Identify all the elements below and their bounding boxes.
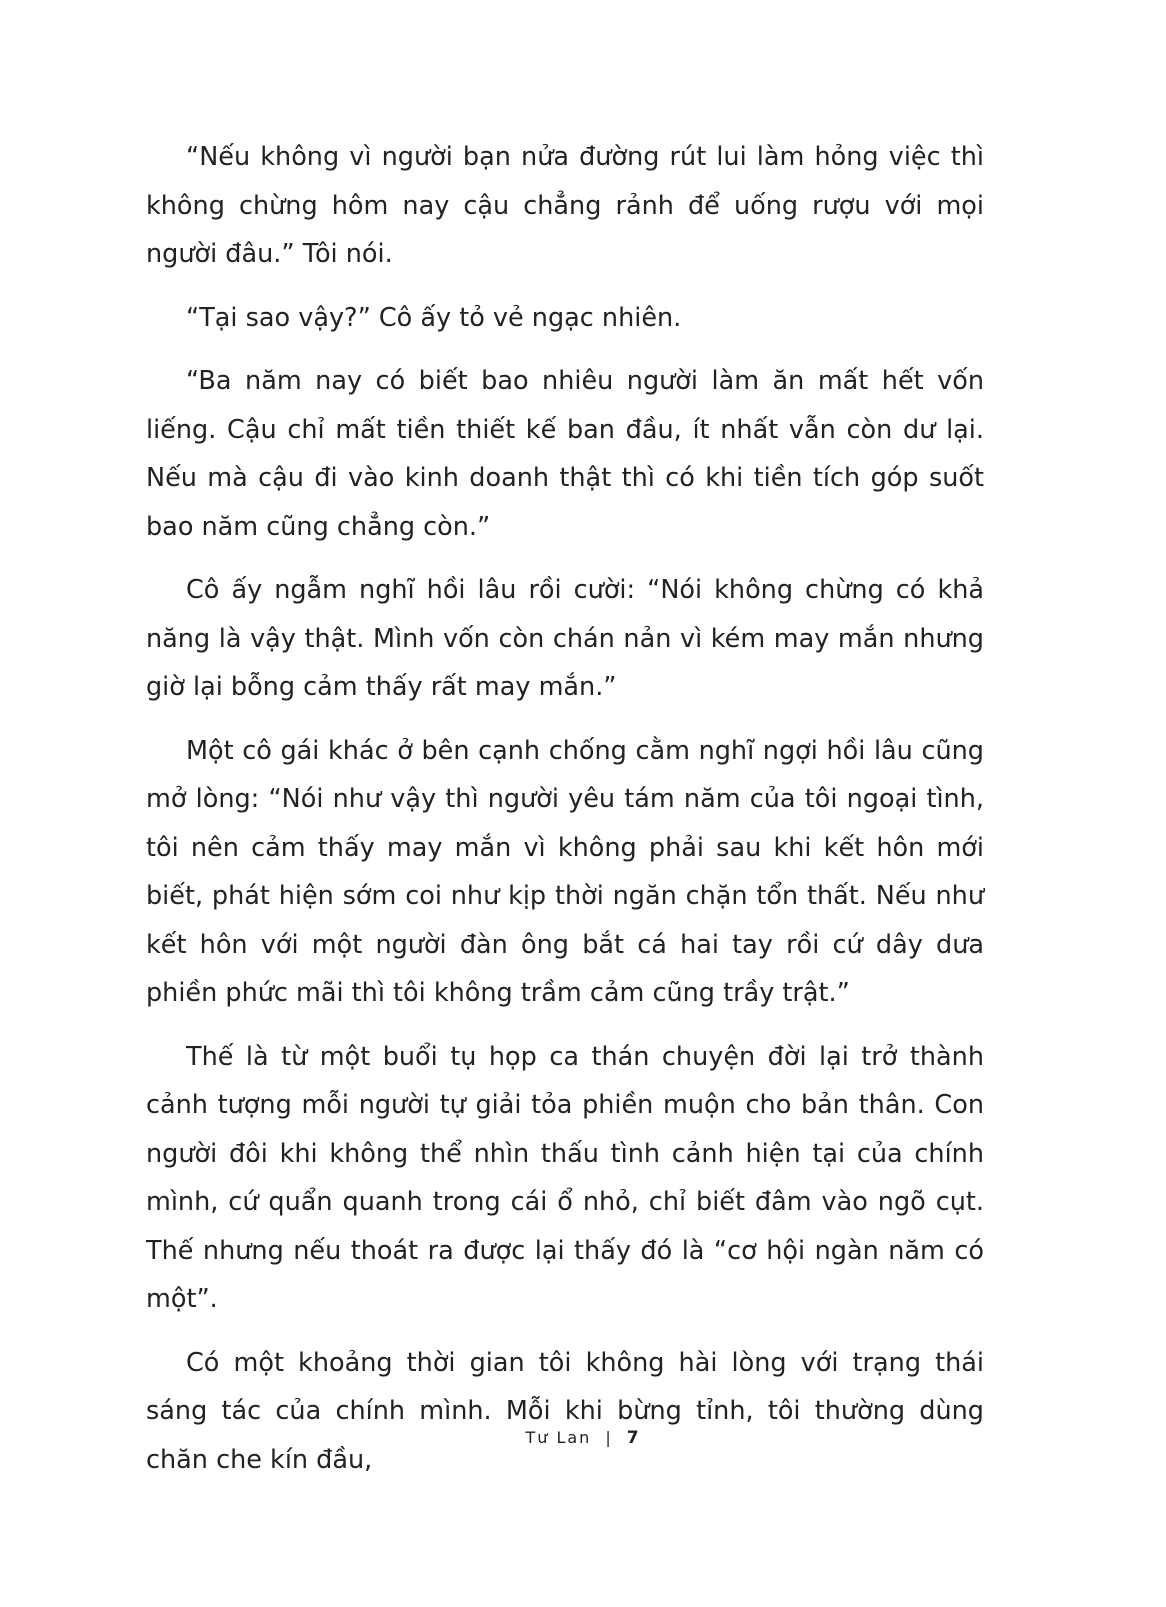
paragraph: “Tại sao vậy?” Cô ấy tỏ vẻ ngạc nhiên. xyxy=(186,302,682,333)
paragraph: Một cô gái khác ở bên cạnh chống cằm nghĩ ngợi hồi lâu cũng mở lòng: “Nói như vậy thì người yêu tám năm của tôi ngoại tình, tôi nên cảm thấy may mắn vì không phải sau khi kết hôn mới biết, phát hiện sớm coi như kịp thời ngăn chặn tổn thất. Nếu như kết hôn với một người đàn ông bắt cá hai tay rồi cứ dây dưa phiền phức mãi thì tôi không trầm cảm cũng trầy trật.” xyxy=(146,735,984,1008)
page-number: 7 xyxy=(626,1428,641,1448)
paragraph: “Nếu không vì người bạn nửa đường rút lui làm hỏng việc thì không chừng hôm nay cậu chẳng rảnh để uống rượu với mọi người đâu.” Tôi nói. xyxy=(146,142,984,269)
paragraph: Cô ấy ngẫm nghĩ hồi lâu rồi cười: “Nói không chừng có khả năng là vậy thật. Mình vốn còn chán nản vì kém may mắn nhưng giờ lại bỗng cảm thấy rất may mắn.” xyxy=(146,575,984,702)
footer-author: Tư Lan xyxy=(525,1428,592,1447)
paragraph: Thế là từ một buổi tụ họp ca thán chuyện đời lại trở thành cảnh tượng mỗi người tự giải tỏa phiền muộn cho bản thân. Con người đôi khi không thể nhìn thấu tình cảnh hiện tại của chính mình, cứ quẩn quanh trong cái ổ nhỏ, chỉ biết đâm vào ngõ cụt. Thế nhưng nếu thoát ra được lại thấy đó là “cơ hội ngàn năm có một”. xyxy=(146,1041,984,1314)
page-body xyxy=(146,133,984,1499)
page-footer xyxy=(0,1428,1166,1448)
paragraph: Có một khoảng thời gian tôi không hài lòng với trạng thái sáng tác của chính mình. Mỗi khi bừng tỉnh, tôi thường dùng chăn che kín đầu, xyxy=(146,1347,984,1475)
footer-separator: | xyxy=(605,1428,613,1447)
paragraph: “Ba năm nay có biết bao nhiêu người làm ăn mất hết vốn liếng. Cậu chỉ mất tiền thiết kế ban đầu, ít nhất vẫn còn dư lại. Nếu mà cậu đi vào kinh doanh thật thì có khi tiền tích góp suốt bao năm cũng chẳng còn.” xyxy=(146,366,984,542)
